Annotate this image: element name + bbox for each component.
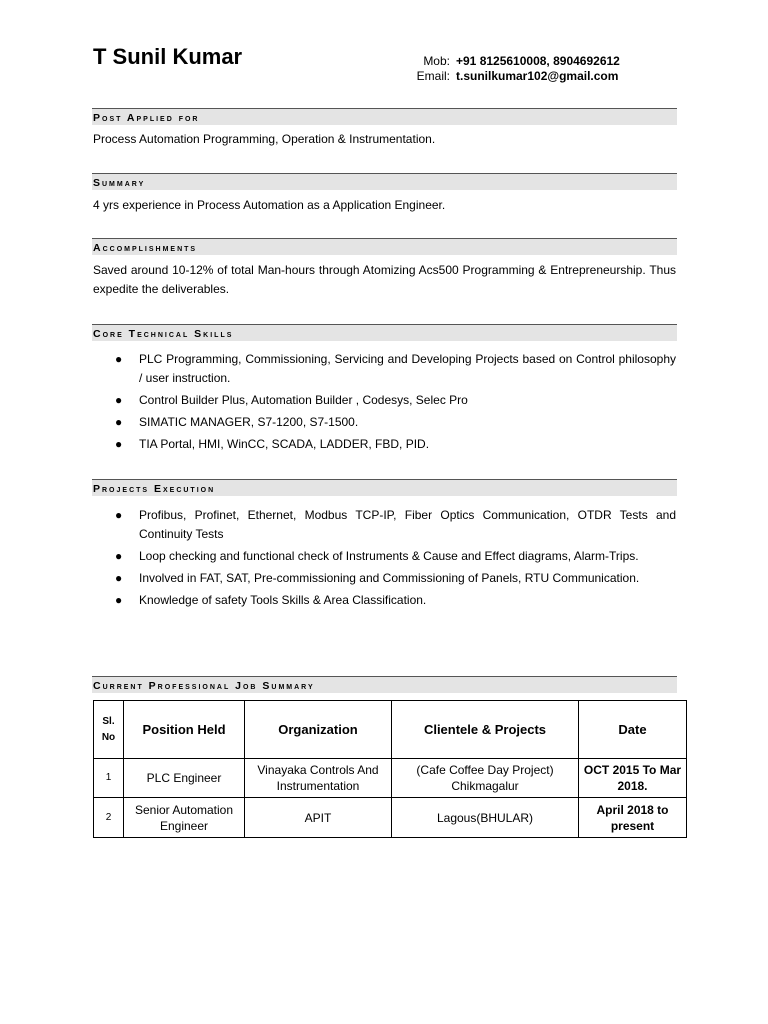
table-row bbox=[94, 798, 687, 838]
projects-header bbox=[92, 479, 677, 496]
email-label: Email: bbox=[416, 69, 450, 83]
list-item bbox=[93, 350, 676, 388]
bullet-icon: ● bbox=[115, 549, 123, 563]
summary-text: 4 yrs experience in Process Automation as a Application Engineer. bbox=[93, 198, 446, 212]
project-text: Knowledge of safety Tools Skills & Area Classification. bbox=[139, 593, 427, 607]
list-item bbox=[93, 391, 676, 410]
email-value: t.sunilkumar102@gmail.com bbox=[456, 69, 619, 83]
accomplishments-header bbox=[92, 238, 677, 255]
project-text: Profibus, Profinet, Ethernet, Modbus TCP-IP, Fiber Optics Communication, OTDR Tests and Continuity Tests bbox=[139, 508, 676, 541]
summary-header bbox=[92, 173, 677, 190]
core-skills-header bbox=[92, 324, 677, 341]
list-item bbox=[93, 591, 676, 610]
bullet-icon: ● bbox=[115, 571, 123, 585]
mobile-row bbox=[400, 54, 660, 69]
col-sl-no: Sl. No bbox=[94, 701, 124, 759]
list-item bbox=[93, 547, 676, 566]
job-summary-header bbox=[92, 676, 677, 693]
job-summary-title: Current Professional Job Summary bbox=[93, 680, 315, 692]
projects-list bbox=[93, 506, 676, 613]
cell-clientele: Lagous(BHULAR) bbox=[392, 798, 579, 838]
bullet-icon: ● bbox=[115, 593, 123, 607]
accomplishments-text: Saved around 10-12% of total Man-hours through Atomizing Acs500 Programming & Entrepreneurship. Thus expedite the deliverables. bbox=[93, 263, 676, 296]
core-skills-list bbox=[93, 350, 676, 457]
post-applied-title: Post Applied for bbox=[93, 112, 200, 124]
post-applied-header bbox=[92, 108, 677, 125]
core-skill-text: SIMATIC MANAGER, S7-1200, S7-1500. bbox=[139, 415, 359, 429]
list-item bbox=[93, 506, 676, 544]
candidate-name: T Sunil Kumar bbox=[93, 44, 243, 69]
summary-title: Summary bbox=[93, 177, 146, 189]
list-item bbox=[93, 435, 676, 454]
col-clientele: Clientele & Projects bbox=[392, 701, 579, 759]
core-skill-text: Control Builder Plus, Automation Builder , Codesys, Selec Pro bbox=[139, 393, 468, 407]
cell-organization: APIT bbox=[245, 798, 392, 838]
core-skill-text: PLC Programming, Commissioning, Servicing and Developing Projects based on Control philosophy / user instruction. bbox=[139, 352, 676, 385]
col-date: Date bbox=[579, 701, 687, 759]
mobile-label: Mob: bbox=[423, 54, 450, 68]
table-row bbox=[94, 759, 687, 798]
list-item bbox=[93, 569, 676, 588]
list-item bbox=[93, 413, 676, 432]
contact-block bbox=[400, 54, 660, 84]
job-summary-table bbox=[93, 700, 687, 838]
core-skills-title: Core Technical Skills bbox=[93, 328, 234, 340]
cell-sl: 1 bbox=[94, 759, 124, 798]
col-organization: Organization bbox=[245, 701, 392, 759]
email-row bbox=[400, 69, 660, 84]
accomplishments-title: Accomplishments bbox=[93, 242, 198, 254]
col-position: Position Held bbox=[124, 701, 245, 759]
projects-title: Projects Execution bbox=[93, 483, 216, 495]
cell-position: Senior Automation Engineer bbox=[124, 798, 245, 838]
bullet-icon: ● bbox=[115, 415, 123, 429]
bullet-icon: ● bbox=[115, 508, 123, 522]
bullet-icon: ● bbox=[115, 393, 123, 407]
post-applied-text: Process Automation Programming, Operation & Instrumentation. bbox=[93, 132, 436, 146]
cell-date: April 2018 to present bbox=[579, 798, 687, 838]
cell-date: OCT 2015 To Mar 2018. bbox=[579, 759, 687, 798]
mobile-value: +91 8125610008, 8904692612 bbox=[456, 54, 620, 68]
bullet-icon: ● bbox=[115, 437, 123, 451]
cell-clientele: (Cafe Coffee Day Project) Chikmagalur bbox=[392, 759, 579, 798]
cell-sl: 2 bbox=[94, 798, 124, 838]
bullet-icon: ● bbox=[115, 352, 123, 366]
cell-position: PLC Engineer bbox=[124, 759, 245, 798]
cell-organization: Vinayaka Controls And Instrumentation bbox=[245, 759, 392, 798]
project-text: Loop checking and functional check of Instruments & Cause and Effect diagrams, Alarm-Trips. bbox=[139, 549, 639, 563]
project-text: Involved in FAT, SAT, Pre-commissioning and Commissioning of Panels, RTU Communication. bbox=[139, 571, 640, 585]
core-skill-text: TIA Portal, HMI, WinCC, SCADA, LADDER, FBD, PID. bbox=[139, 437, 430, 451]
table-header-row bbox=[94, 701, 687, 759]
